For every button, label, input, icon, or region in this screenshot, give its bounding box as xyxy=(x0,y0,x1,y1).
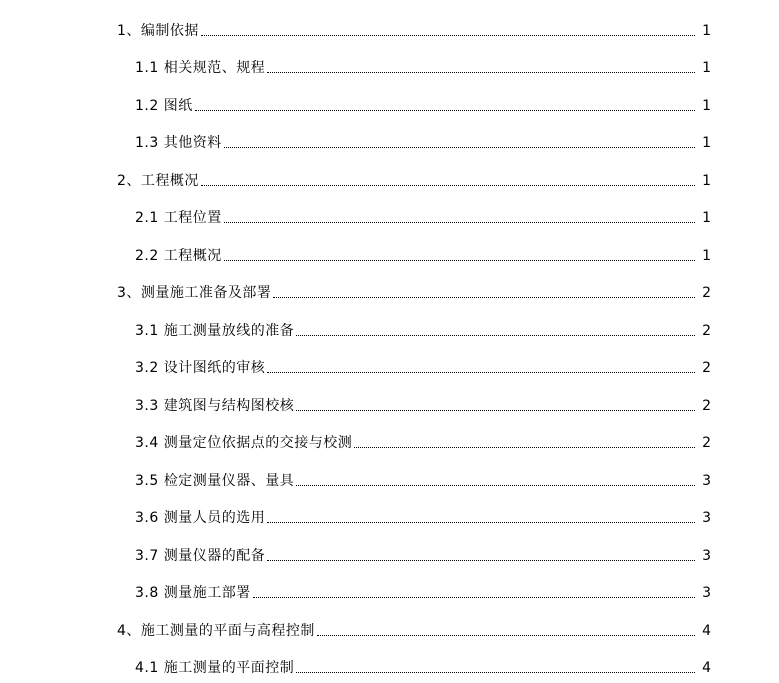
toc-dot-leader xyxy=(296,407,695,411)
toc-entry-title: 3.3 建筑图与结构图校核 xyxy=(135,398,294,414)
toc-page-number: 4 xyxy=(699,660,711,676)
toc-dot-leader xyxy=(195,107,695,111)
toc-entry[interactable] xyxy=(0,196,779,234)
toc-entry-title: 3.7 测量仪器的配备 xyxy=(135,548,265,564)
toc-entry[interactable] xyxy=(0,421,779,459)
toc-entry-title: 2.1 工程位置 xyxy=(135,210,222,226)
toc-entry-title: 1.2 图纸 xyxy=(135,98,193,114)
toc-entry-title: 2.2 工程概况 xyxy=(135,248,222,264)
toc-dot-leader xyxy=(201,182,695,186)
toc-entry[interactable] xyxy=(0,383,779,421)
toc-dot-leader xyxy=(267,369,695,373)
toc-page-number: 3 xyxy=(699,585,711,601)
toc-page-number: 4 xyxy=(699,623,711,639)
toc-dot-leader xyxy=(224,219,695,223)
toc-dot-leader xyxy=(267,519,695,523)
toc-dot-leader xyxy=(224,144,695,148)
toc-page-number: 2 xyxy=(699,323,711,339)
toc-entry-title: 1、编制依据 xyxy=(117,23,199,39)
toc-entry-title: 3.6 测量人员的选用 xyxy=(135,510,265,526)
toc-entry-title: 1.1 相关规范、规程 xyxy=(135,60,265,76)
toc-dot-leader xyxy=(201,32,695,36)
toc-dot-leader xyxy=(253,594,695,598)
toc-entry[interactable] xyxy=(0,533,779,571)
toc-page-number: 1 xyxy=(699,173,711,189)
toc-entry-title: 4、施工测量的平面与高程控制 xyxy=(117,623,315,639)
toc-dot-leader xyxy=(296,669,695,673)
toc-page-number: 1 xyxy=(699,135,711,151)
toc-entry[interactable] xyxy=(0,571,779,609)
toc-entry-title: 2、工程概况 xyxy=(117,173,199,189)
toc-entry[interactable] xyxy=(0,158,779,196)
toc-page-number: 2 xyxy=(699,435,711,451)
toc-dot-leader xyxy=(296,332,695,336)
toc-page-number: 1 xyxy=(699,60,711,76)
toc-dot-leader xyxy=(296,482,695,486)
toc-page-number: 2 xyxy=(699,398,711,414)
toc-page-number: 3 xyxy=(699,510,711,526)
toc-entry-title: 3.4 测量定位依据点的交接与校测 xyxy=(135,435,352,451)
toc-dot-leader xyxy=(317,632,695,636)
toc-entry-title: 3.8 测量施工部署 xyxy=(135,585,251,601)
toc-dot-leader xyxy=(224,257,695,261)
toc-entry[interactable] xyxy=(0,496,779,534)
toc-entry[interactable] xyxy=(0,233,779,271)
toc-page-number: 1 xyxy=(699,23,711,39)
toc-page-number: 1 xyxy=(699,210,711,226)
table-of-contents xyxy=(0,8,779,683)
toc-page-number: 1 xyxy=(699,248,711,264)
toc-entry[interactable] xyxy=(0,46,779,84)
toc-entry[interactable] xyxy=(0,271,779,309)
toc-entry[interactable] xyxy=(0,8,779,46)
toc-entry[interactable] xyxy=(0,608,779,646)
toc-dot-leader xyxy=(273,294,695,298)
toc-entry[interactable] xyxy=(0,346,779,384)
toc-dot-leader xyxy=(267,69,695,73)
toc-page-number: 2 xyxy=(699,285,711,301)
toc-page-number: 2 xyxy=(699,360,711,376)
toc-entry-title: 3.2 设计图纸的审核 xyxy=(135,360,265,376)
toc-entry-title: 3.5 检定测量仪器、量具 xyxy=(135,473,294,489)
toc-entry[interactable] xyxy=(0,83,779,121)
toc-entry-title: 4.1 施工测量的平面控制 xyxy=(135,660,294,676)
toc-entry[interactable] xyxy=(0,458,779,496)
toc-dot-leader xyxy=(354,444,695,448)
toc-entry-title: 3、测量施工准备及部署 xyxy=(117,285,271,301)
toc-page-number: 1 xyxy=(699,98,711,114)
toc-dot-leader xyxy=(267,557,695,561)
toc-entry[interactable] xyxy=(0,121,779,159)
toc-page-number: 3 xyxy=(699,548,711,564)
toc-entry-title: 3.1 施工测量放线的准备 xyxy=(135,323,294,339)
toc-entry[interactable] xyxy=(0,308,779,346)
toc-entry-title: 1.3 其他资料 xyxy=(135,135,222,151)
toc-entry[interactable] xyxy=(0,646,779,683)
toc-page-number: 3 xyxy=(699,473,711,489)
